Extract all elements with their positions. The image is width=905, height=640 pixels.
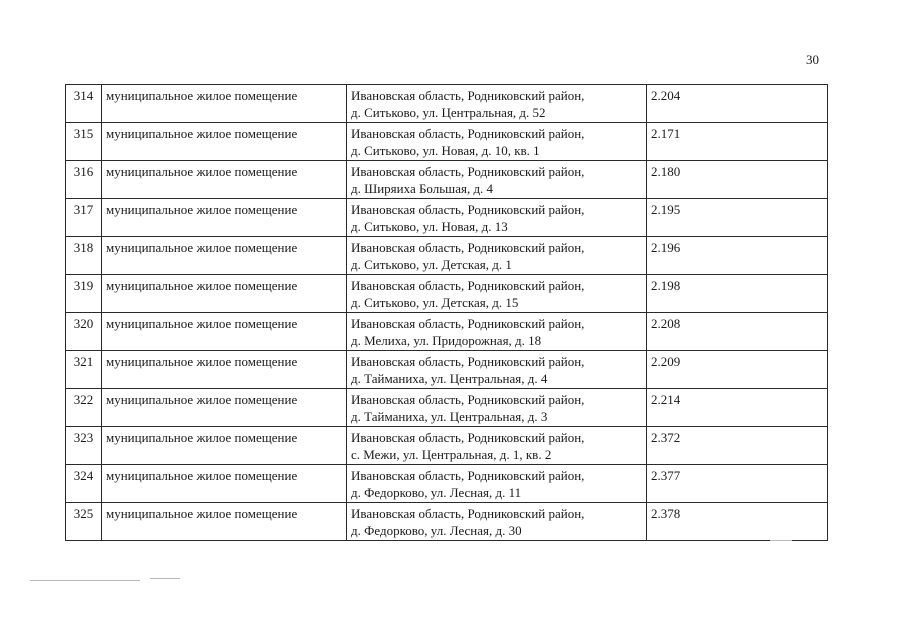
address-line-1: Ивановская область, Родниковский район, [351,354,585,369]
address-line-2: д. Ситьково, ул. Новая, д. 10, кв. 1 [351,143,540,158]
address-cell [347,389,647,427]
table-row [66,313,828,351]
object-name-cell: муниципальное жилое помещение [102,465,347,503]
address-line-1: Ивановская область, Родниковский район, [351,126,585,141]
address-line-1: Ивановская область, Родниковский район, [351,240,585,255]
table-row [66,465,828,503]
object-name-cell: муниципальное жилое помещение [102,199,347,237]
table-row [66,199,828,237]
row-number-cell: 325 [66,503,102,541]
table-row [66,351,828,389]
property-registry-table [65,84,828,541]
address-line-2: д. Ширяиха Большая, д. 4 [351,181,494,196]
address-line-2: д. Федорково, ул. Лесная, д. 30 [351,523,522,538]
address-cell [347,427,647,465]
address-line-2: д. Ситьково, ул. Центральная, д. 52 [351,105,546,120]
table-row [66,503,828,541]
scan-artifact [770,540,792,541]
table-row [66,161,828,199]
address-cell [347,465,647,503]
row-number-cell: 320 [66,313,102,351]
object-name-cell: муниципальное жилое помещение [102,427,347,465]
row-number-cell: 314 [66,85,102,123]
address-line-1: Ивановская область, Родниковский район, [351,506,585,521]
row-number-cell: 317 [66,199,102,237]
object-name-cell: муниципальное жилое помещение [102,503,347,541]
address-cell [347,351,647,389]
registry-code-cell: 2.204 [647,85,828,123]
address-cell [347,161,647,199]
address-line-2: д. Ситьково, ул. Новая, д. 13 [351,219,508,234]
address-line-1: Ивановская область, Родниковский район, [351,392,585,407]
address-line-2: д. Федорково, ул. Лесная, д. 11 [351,485,522,500]
registry-code-cell: 2.195 [647,199,828,237]
registry-code-cell: 2.377 [647,465,828,503]
address-line-1: Ивановская область, Родниковский район, [351,430,585,445]
object-name-cell: муниципальное жилое помещение [102,389,347,427]
address-line-2: д. Тайманиха, ул. Центральная, д. 3 [351,409,548,424]
page-number: 30 [806,52,819,67]
registry-code-cell: 2.171 [647,123,828,161]
registry-code-cell: 2.198 [647,275,828,313]
table-row [66,237,828,275]
address-line-1: Ивановская область, Родниковский район, [351,468,585,483]
table-row [66,389,828,427]
row-number-cell: 316 [66,161,102,199]
registry-code-cell: 2.214 [647,389,828,427]
row-number-cell: 323 [66,427,102,465]
registry-code-cell: 2.180 [647,161,828,199]
row-number-cell: 322 [66,389,102,427]
address-cell [347,275,647,313]
row-number-cell: 324 [66,465,102,503]
address-cell [347,85,647,123]
row-number-cell: 315 [66,123,102,161]
object-name-cell: муниципальное жилое помещение [102,351,347,389]
registry-code-cell: 2.196 [647,237,828,275]
address-line-1: Ивановская область, Родниковский район, [351,164,585,179]
address-cell [347,313,647,351]
address-cell [347,503,647,541]
address-line-2: д. Ситьково, ул. Детская, д. 1 [351,257,512,272]
address-line-2: д. Мелиха, ул. Придорожная, д. 18 [351,333,542,348]
table-row [66,427,828,465]
address-line-1: Ивановская область, Родниковский район, [351,316,585,331]
registry-code-cell: 2.372 [647,427,828,465]
address-line-2: д. Тайманиха, ул. Центральная, д. 4 [351,371,548,386]
object-name-cell: муниципальное жилое помещение [102,275,347,313]
object-name-cell: муниципальное жилое помещение [102,161,347,199]
address-line-1: Ивановская область, Родниковский район, [351,278,585,293]
registry-code-cell: 2.209 [647,351,828,389]
object-name-cell: муниципальное жилое помещение [102,237,347,275]
object-name-cell: муниципальное жилое помещение [102,123,347,161]
row-number-cell: 319 [66,275,102,313]
registry-code-cell: 2.378 [647,503,828,541]
address-line-2: с. Межи, ул. Центральная, д. 1, кв. 2 [351,447,552,462]
scan-artifact [30,580,140,581]
scan-artifact [150,578,180,579]
table-row [66,275,828,313]
address-cell [347,237,647,275]
row-number-cell: 321 [66,351,102,389]
object-name-cell: муниципальное жилое помещение [102,313,347,351]
row-number-cell: 318 [66,237,102,275]
address-cell [347,199,647,237]
address-line-2: д. Ситьково, ул. Детская, д. 15 [351,295,519,310]
object-name-cell: муниципальное жилое помещение [102,85,347,123]
address-line-1: Ивановская область, Родниковский район, [351,88,585,103]
registry-code-cell: 2.208 [647,313,828,351]
registry-table-body [66,85,828,541]
table-row [66,123,828,161]
address-cell [347,123,647,161]
table-row [66,85,828,123]
address-line-1: Ивановская область, Родниковский район, [351,202,585,217]
